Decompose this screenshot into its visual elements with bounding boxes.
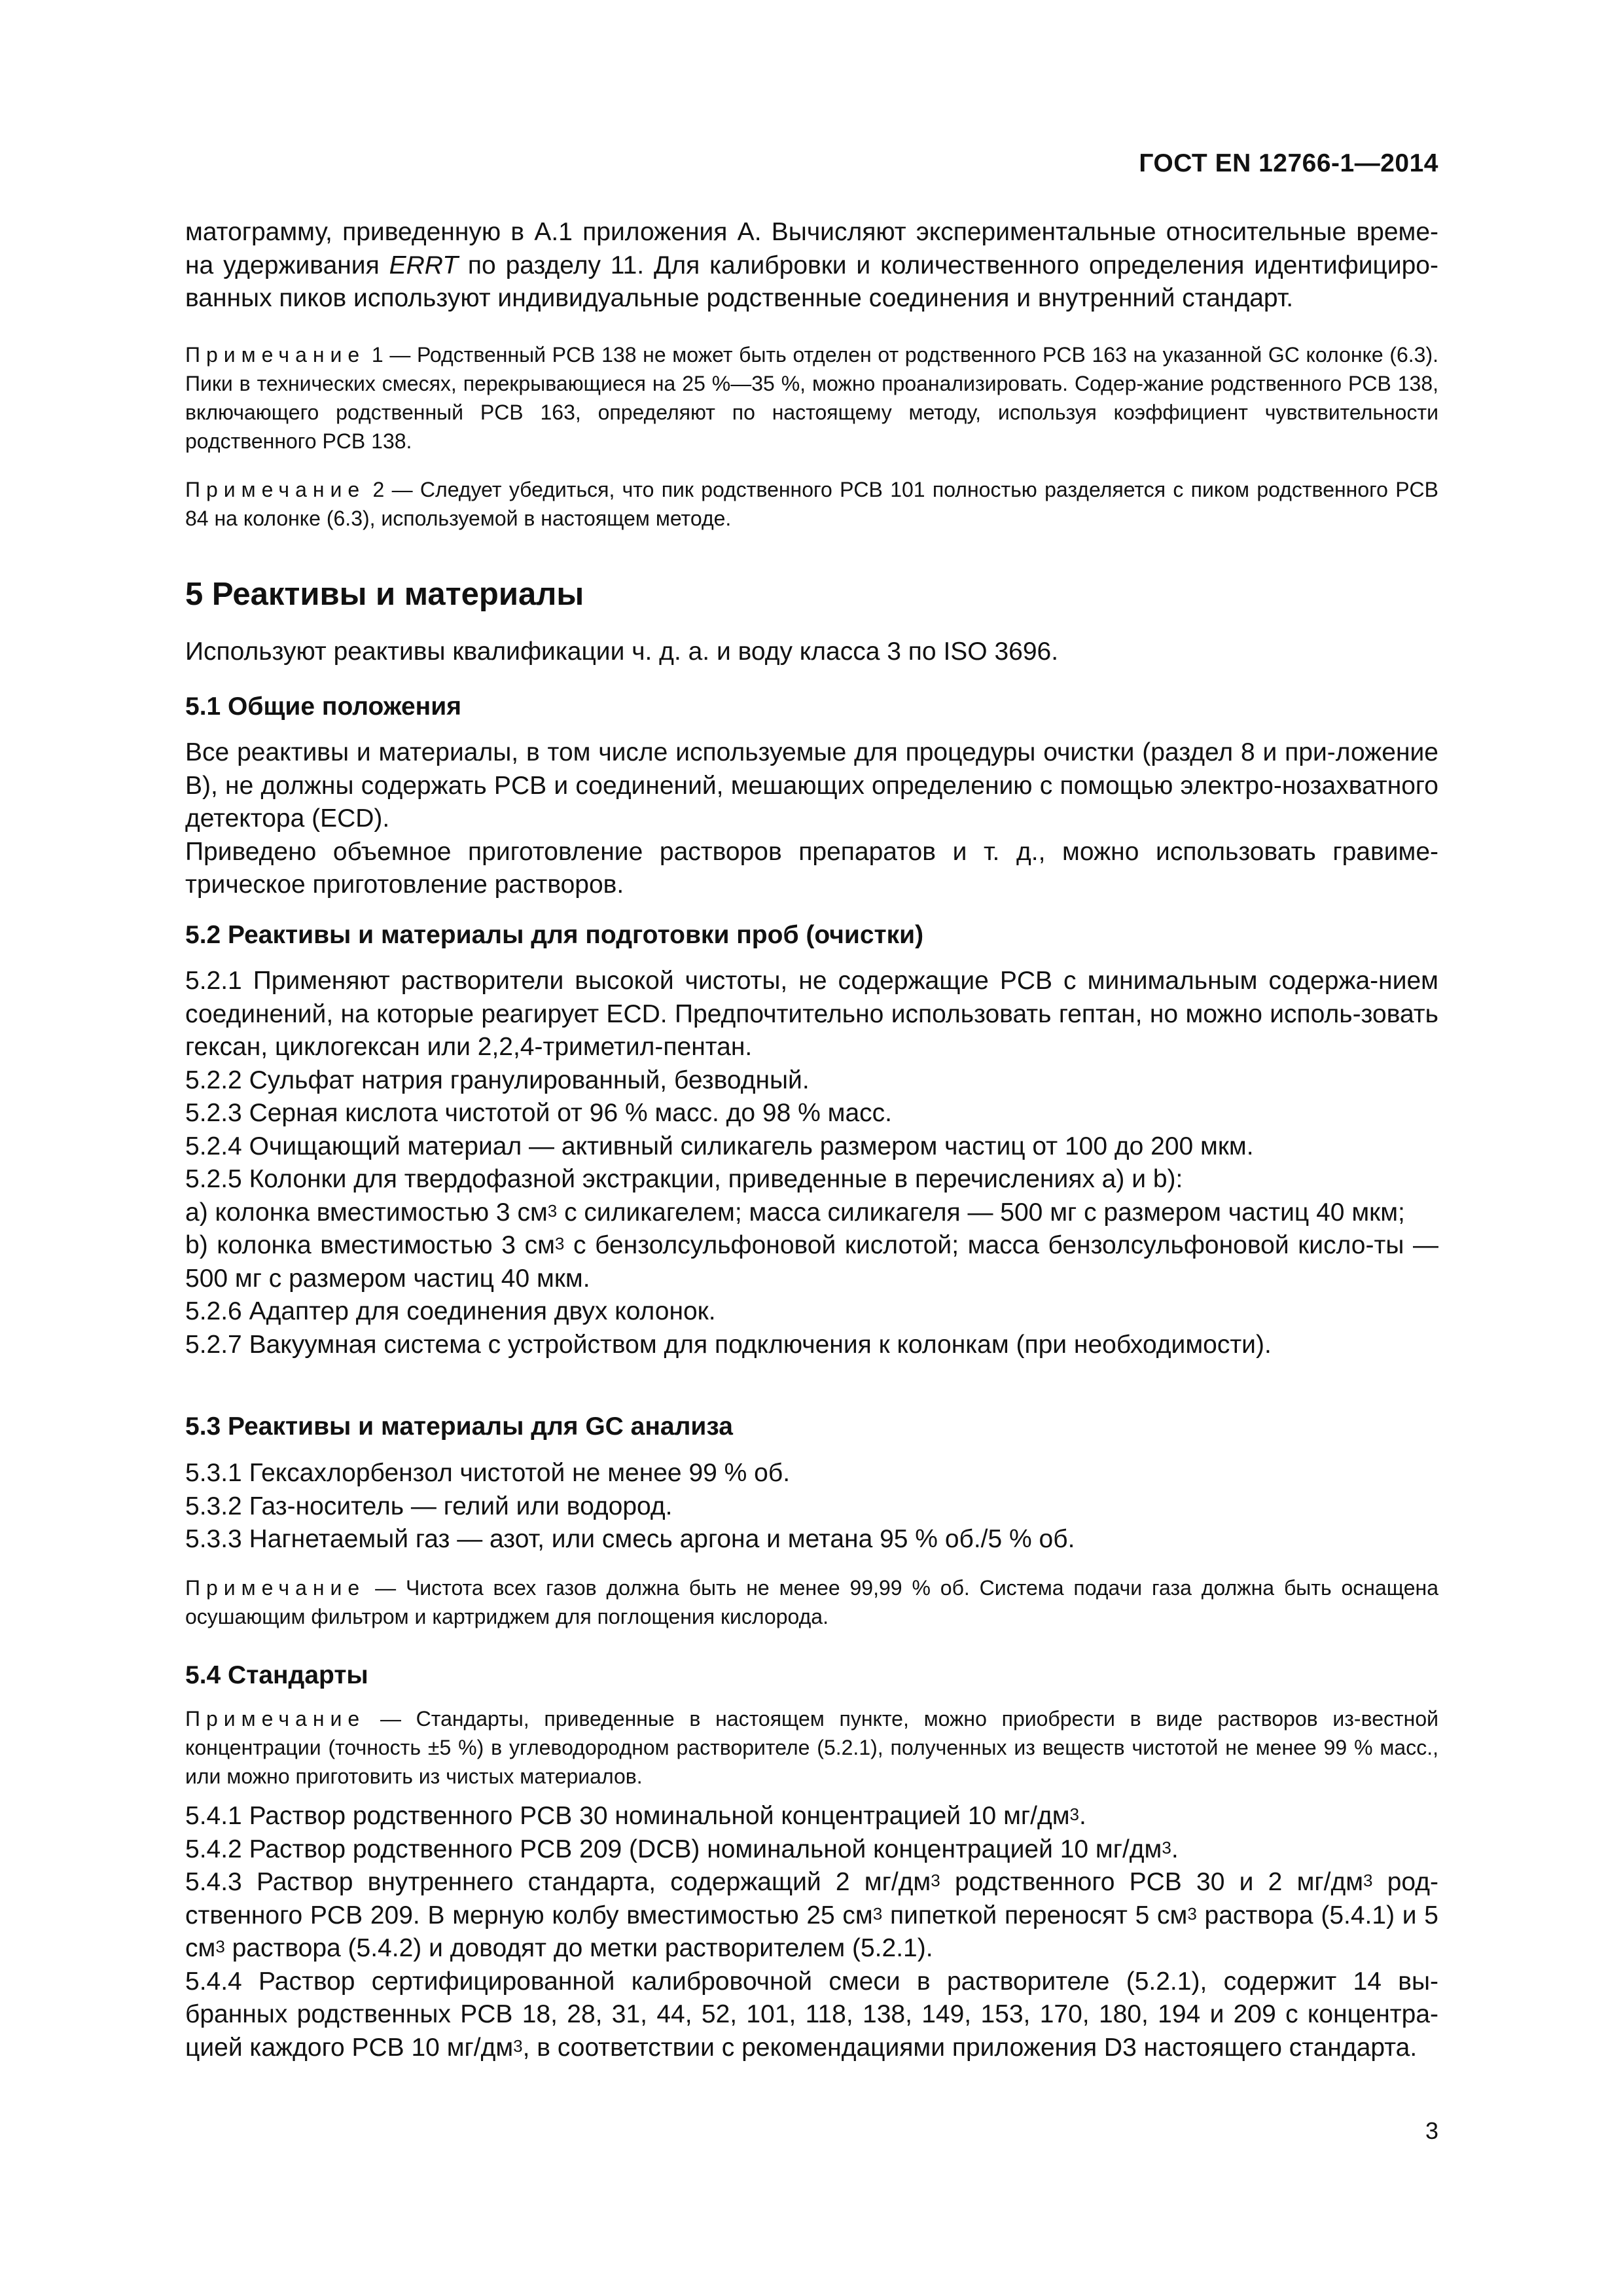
clause-5-4-4: 5.4.4 Раствор сертифицированной калибровочной смеси в растворителе (5.2.1), содержит 14 вы-бранных родственных PCB 18, 28, 31, 44, 52, 101, 118, 138, 149, 153, 170, 180, 194 и 209 с концентра-цией каждого PCB 10 $мг/дм^3$, в соответствии с рекомендациями приложения D3 настоящего стандарта. <box>185 1967 1438 2062</box>
subsection-5-3-heading: 5.3 Реактивы и материалы для GC анализа <box>185 1412 733 1441</box>
note-5-3 <box>185 1573 1438 1631</box>
note-text: 2 — Следует убедиться, что пик родственного PCB 101 полностью разделяется с пиком родственного PCB 84 на колонке (6.3), используемой в настоящем методе. <box>185 478 1438 530</box>
clause-5-2-6: 5.2.6 Адаптер для соединения двух колонок. <box>185 1297 716 1325</box>
clause-5-2-4: 5.2.4 Очищающий материал — активный силикагель размером частиц от 100 до 200 мкм. <box>185 1132 1254 1160</box>
list-item-a: а) колонка вместимостью 3 $см^3$ с силикагелем; масса силикагеля — 500 мг с размером частиц 40 мкм; <box>185 1198 1405 1227</box>
clause-5-3-3: 5.3.3 Нагнетаемый газ — азот, или смесь аргона и метана 95 % об./5 % об. <box>185 1525 1075 1553</box>
clause-5-4-3: 5.4.3 Раствор внутреннего стандарта, содержащий 2 $мг/дм^3$ родственного PCB 30 и 2 $мг/дм^3$ род-ственного PCB 209. В мерную колбу вместимостью 25 $см^3$ пипеткой переносят 5 $см^3$ раствора (5.4.1) и 5 $см^3$ раствора (5.4.2) и доводят до метки растворителем (5.2.1). <box>185 1868 1438 1962</box>
page-number: 3 <box>1425 2117 1438 2144</box>
clause-5-3-1: 5.3.1 Гексахлорбензол чистотой не менее 99 % об. <box>185 1459 791 1487</box>
subsection-5-3-body <box>185 1457 1438 1556</box>
clause-5-2-7: 5.2.7 Вакуумная система с устройством для подключения к колонкам (при необходимости). <box>185 1330 1272 1359</box>
paragraph: Приведено объемное приготовление растворов препаратов и т. д., можно использовать гравиме-трическое приготовление растворов. <box>185 837 1438 899</box>
clause-5-2-5: 5.2.5 Колонки для твердофазной экстракции, приведенные в перечислениях а) и b): <box>185 1165 1183 1193</box>
subsection-5-1-heading: 5.1 Общие положения <box>185 692 461 721</box>
document-code-header: ГОСТ EN 12766-1—2014 <box>1139 149 1438 177</box>
subsection-5-2-body <box>185 965 1438 1361</box>
section-5-intro: Используют реактивы квалификации ч. д. а. и воду класса 3 по ISO 3696. <box>185 637 1059 666</box>
clause-5-3-2: 5.3.2 Газ-носитель — гелий или водород. <box>185 1492 673 1520</box>
section-5-heading <box>185 576 1438 613</box>
note-text: — Чистота всех газов должна быть не менее 99,99 % об. Система подачи газа должна быть оснащена осушающим фильтром и картриджем для поглощения кислорода. <box>185 1576 1438 1628</box>
intro-text-b: по разделу 11. Для калибровки и количественного определения идентифициро-ванных пиков используют индивидуальные родственные соединения и внутренний стандарт. <box>185 251 1438 312</box>
note-label: Примечание <box>185 1576 366 1600</box>
intro-text-a: матограмму, приведенную в А.1 приложения А. Вычисляют экспериментальные относительные време-на удерживания <box>185 218 1438 279</box>
subsection-5-4-body <box>185 1800 1438 2064</box>
list-item-b: b) колонка вместимостью 3 $см^3$ с бензолсульфоновой кислотой; масса бензолсульфоновой кисло-ты — 500 мг с размером частиц 40 мкм. <box>185 1231 1438 1293</box>
note-label: Примечание <box>185 478 366 501</box>
section-title: 5 Реактивы и материалы <box>185 577 584 612</box>
subsection-5-4-heading: 5.4 Стандарты <box>185 1661 368 1689</box>
subsection-5-1-body <box>185 736 1438 902</box>
note-2 <box>185 475 1438 533</box>
clause-5-2-2: 5.2.2 Сульфат натрия гранулированный, безводный. <box>185 1066 810 1094</box>
errt-term: ERRT <box>389 251 459 279</box>
note-5-4 <box>185 1704 1438 1791</box>
note-1 <box>185 340 1438 456</box>
intro-paragraph <box>185 216 1438 315</box>
clause-5-2-3: 5.2.3 Серная кислота чистотой от 96 % масс. до 98 % масс. <box>185 1099 893 1127</box>
subsection-5-2-heading: 5.2 Реактивы и материалы для подготовки проб (очистки) <box>185 921 924 949</box>
clause-5-4-2: 5.4.2 Раствор родственного PCB 209 (DCB) номинальной концентрацией 10 $мг/дм^3$. <box>185 1835 1179 1863</box>
clause-5-4-1: 5.4.1 Раствор родственного PCB 30 номинальной концентрацией 10 $мг/дм^3$. <box>185 1802 1086 1830</box>
note-text: 1 — Родственный PCB 138 не может быть отделен от родственного PCB 163 на указанной GC колонке (6.3). Пики в технических смесях, перекрывающиеся на 25 %—35 %, можно проанализировать. Содер-жание родственного PCB 138, включающего родственный PCB 163, определяют по настоящему методу, используя коэффициент чувствительности родственного PCB 138. <box>185 343 1438 453</box>
note-label: Примечание <box>185 1707 366 1731</box>
paragraph: Все реактивы и материалы, в том числе используемые для процедуры очистки (раздел 8 и при-ложение В), не должны содержать PCB и соединений, мешающих определению с помощью электро-нозахватного детектора (ECD). <box>185 738 1438 833</box>
note-text: — Стандарты, приведенные в настоящем пункте, можно приобрести в виде растворов из-вестной концентрации (точность ±5 %) в углеводородном растворителе (5.2.1), полученных из веществ чистотой не менее 99 % масс., или можно приготовить из чистых материалов. <box>185 1707 1438 1788</box>
note-label: Примечание <box>185 343 366 367</box>
clause-5-2-1: 5.2.1 Применяют растворители высокой чистоты, не содержащие PCB с минимальным содержа-нием соединений, на которые реагирует ECD. Предпочтительно использовать гептан, но можно исполь-зовать гексан, циклогексан или 2,2,4-триметил-пентан. <box>185 967 1438 1061</box>
